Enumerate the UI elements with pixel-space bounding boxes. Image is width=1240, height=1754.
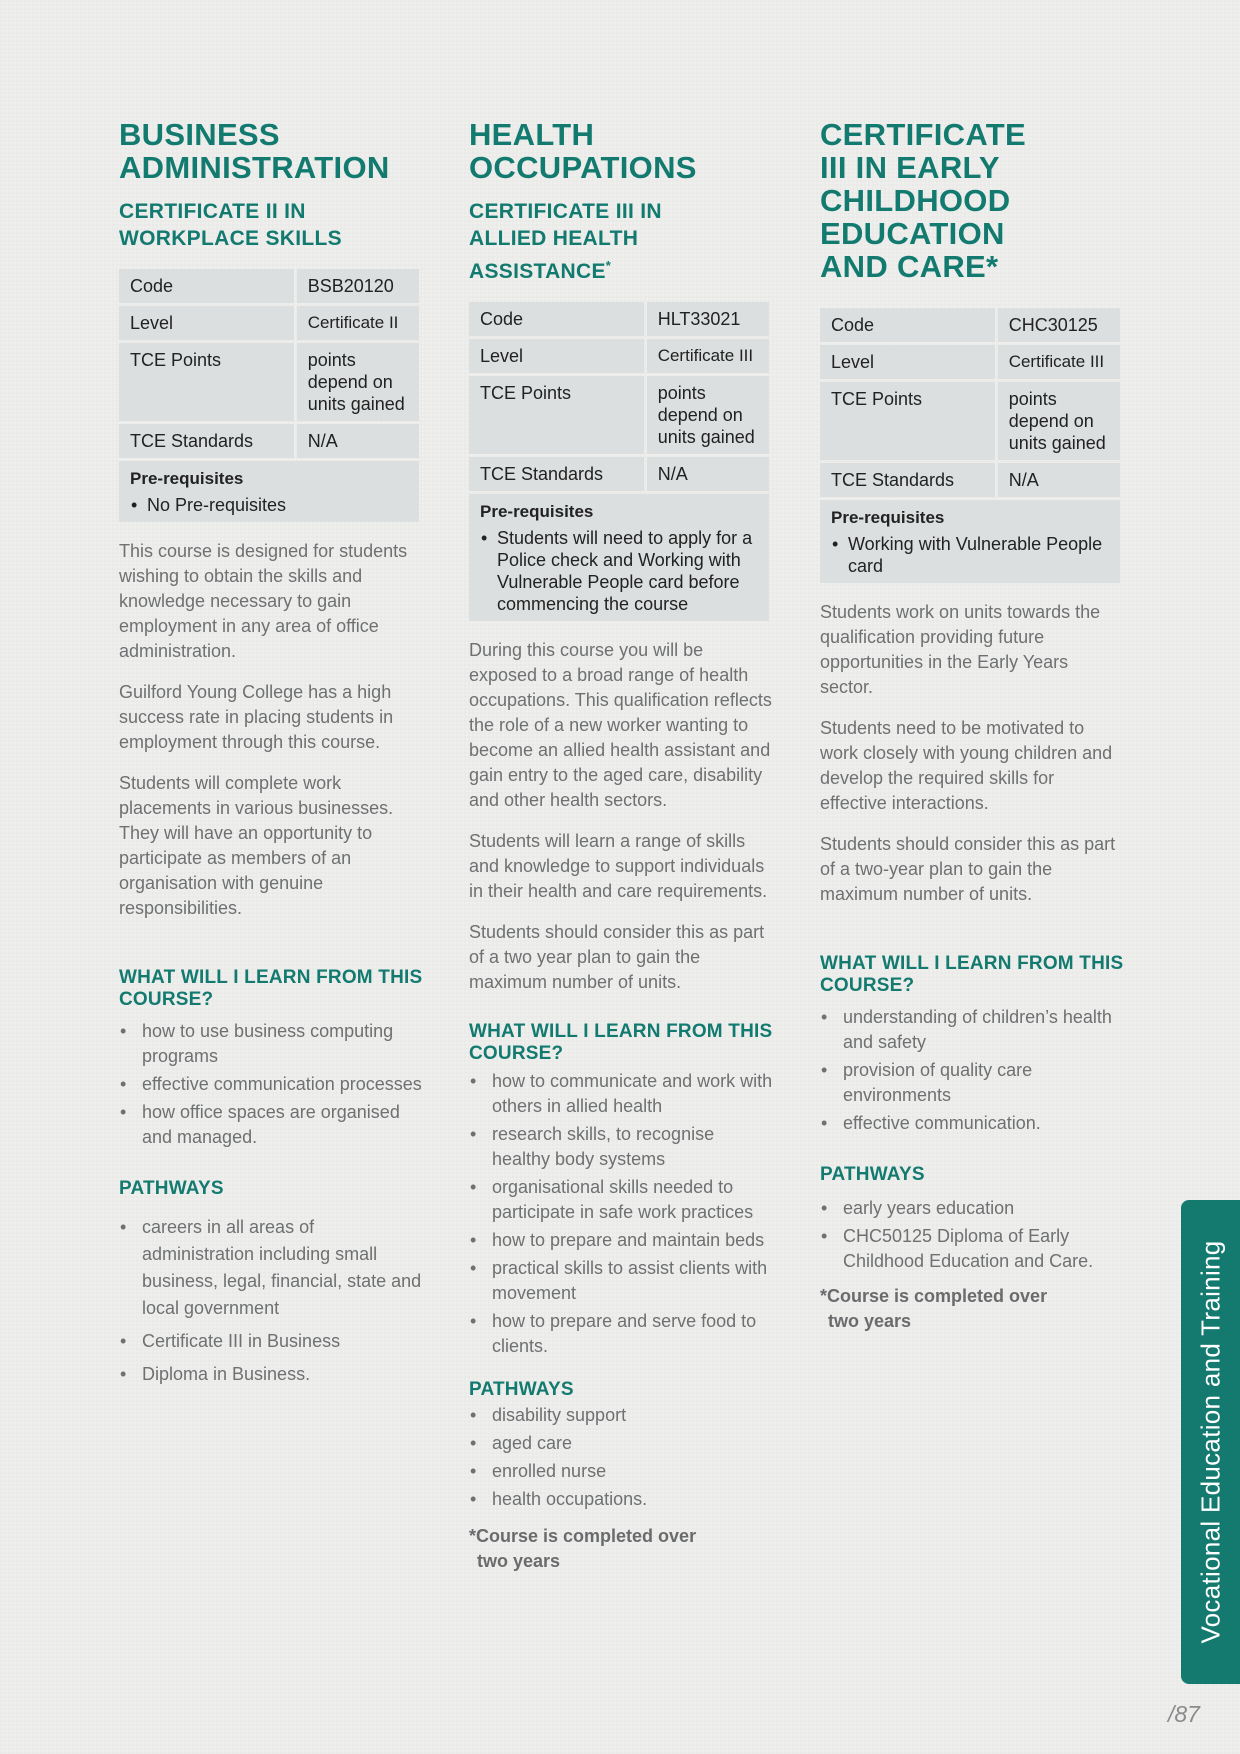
note-line: two years (828, 1311, 912, 1331)
note-line: *Course is completed over (469, 1526, 697, 1546)
tce-standards-label: TCE Standards (469, 457, 644, 491)
learn-item: • how to prepare and maintain beds (469, 1228, 773, 1253)
learn-heading: WHAT WILL I LEARN FROM THIS COURSE? (469, 1021, 773, 1064)
description-paragraph: Students will learn a range of skills and knowledge to support individuals in their health and care requirements. (469, 831, 768, 901)
tce-points-value: points depend on units gained (297, 343, 419, 421)
pathway-item: • careers in all areas of administration including small business, legal, financial, state and local government (119, 1214, 423, 1322)
subtitle-line: CERTIFICATE II IN (119, 200, 306, 223)
learn-item: • understanding of children’s health and safety (820, 1005, 1124, 1055)
pathways-heading: PATHWAYS (469, 1379, 574, 1400)
level-value: Certificate II (297, 306, 419, 340)
subtitle-line: WORKPLACE SKILLS (119, 227, 342, 250)
pathway-item: • enrolled nurse (469, 1459, 773, 1484)
pathway-item: • CHC50125 Diploma of Early Childhood Education and Care. (820, 1224, 1124, 1274)
level-label: Level (820, 345, 995, 379)
prerequisites-cell (820, 500, 1120, 583)
prerequisites-cell (119, 461, 419, 522)
tce-points-value: points depend on units gained (647, 376, 769, 454)
learn-item: • organisational skills needed to participate in safe work practices (469, 1175, 773, 1225)
level-label: Level (469, 339, 644, 373)
code-value: BSB20120 (297, 269, 419, 303)
prerequisites-list (480, 527, 758, 615)
learn-item: • effective communication processes (119, 1072, 423, 1097)
pathway-item: • Certificate III in Business (119, 1328, 423, 1355)
learn-list (119, 1019, 423, 1150)
learn-item: • how to prepare and serve food to clients. (469, 1309, 773, 1359)
tce-standards-label: TCE Standards (119, 424, 294, 458)
level-value: Certificate III (647, 339, 769, 373)
code-value: CHC30125 (998, 308, 1120, 342)
tce-points-value: points depend on units gained (998, 382, 1120, 460)
asterisk-mark: * (605, 258, 612, 273)
description-paragraph: Students will complete work placements in various businesses. They will have an opportunity to participate as members of an organisation with genuine responsibilities. (119, 773, 394, 918)
column-health-occupations (469, 118, 773, 1574)
level-value: Certificate III (998, 345, 1120, 379)
title-line: EDUCATION (820, 216, 1005, 251)
subtitle-line: CERTIFICATE III IN (469, 200, 662, 223)
section-side-tab (1181, 1200, 1240, 1684)
course-title (820, 118, 1124, 283)
tce-points-label: TCE Points (119, 343, 294, 421)
note-line: two years (477, 1551, 561, 1571)
pathway-item: • health occupations. (469, 1487, 773, 1512)
prerequisites-list (130, 494, 408, 516)
title-line: BUSINESS (119, 117, 280, 152)
pathway-item: • early years education (820, 1196, 1124, 1221)
pathways-heading: PATHWAYS (820, 1164, 925, 1185)
pathway-item: • Diploma in Business. (119, 1361, 423, 1388)
description-paragraph: Students should consider this as part of a two year plan to gain the maximum number of units. (469, 922, 765, 992)
learn-item: • how to communicate and work with others in allied health (469, 1069, 773, 1119)
learn-list (820, 1005, 1124, 1136)
course-info-table (817, 305, 1123, 586)
learn-item: • how office spaces are organised and managed. (119, 1100, 423, 1150)
description-paragraph: Guilford Young College has a high success rate in placing students in employment through this course. (119, 682, 394, 752)
title-line: III IN EARLY (820, 150, 1000, 185)
prerequisites-list (831, 533, 1109, 577)
note-line: *Course is completed over (820, 1286, 1048, 1306)
prerequisite-item: • No Pre-requisites (130, 494, 408, 516)
course-info-table (466, 299, 772, 624)
tce-standards-value: N/A (647, 457, 769, 491)
title-line: AND CARE* (820, 249, 999, 284)
description-paragraph: Students need to be motivated to work closely with young children and develop the required skills for effective interactions. (820, 718, 1113, 813)
code-label: Code (119, 269, 294, 303)
pathways-list (820, 1196, 1124, 1274)
learn-heading: WHAT WILL I LEARN FROM THIS COURSE? (820, 953, 1124, 996)
pathway-item: • disability support (469, 1403, 773, 1428)
description-paragraph: Students work on units towards the qualification providing future opportunities in the Early Years sector. (820, 602, 1101, 697)
title-line: CERTIFICATE (820, 117, 1026, 152)
code-label: Code (820, 308, 995, 342)
completion-note (469, 1524, 773, 1574)
level-label: Level (119, 306, 294, 340)
certificate-subtitle (119, 198, 423, 252)
course-title (469, 118, 773, 184)
column-business-administration (119, 118, 423, 1394)
learn-item: • research skills, to recognise healthy body systems (469, 1122, 773, 1172)
learn-item: • effective communication. (820, 1111, 1124, 1136)
tce-standards-label: TCE Standards (820, 463, 995, 497)
course-title (119, 118, 423, 184)
page-number: /87 (1168, 1701, 1200, 1727)
course-info-table (116, 266, 422, 525)
completion-note (820, 1284, 1124, 1334)
learn-item: • how to use business computing programs (119, 1019, 423, 1069)
prerequisites-heading: Pre-requisites (480, 502, 594, 521)
learn-heading: WHAT WILL I LEARN FROM THIS COURSE? (119, 967, 423, 1010)
title-line: CHILDHOOD (820, 183, 1011, 218)
tce-points-label: TCE Points (469, 376, 644, 454)
code-value: HLT33021 (647, 302, 769, 336)
column-early-childhood (820, 118, 1124, 1334)
prerequisite-item: • Students will need to apply for a Police check and Working with Vulnerable People card before commencing the course (480, 527, 758, 615)
prerequisites-cell (469, 494, 769, 621)
certificate-subtitle (469, 198, 773, 285)
code-label: Code (469, 302, 644, 336)
title-line: OCCUPATIONS (469, 150, 697, 185)
title-line: ADMINISTRATION (119, 150, 390, 185)
prerequisites-heading: Pre-requisites (831, 508, 945, 527)
subtitle-line: ASSISTANCE (469, 260, 606, 283)
pathways-list (469, 1403, 773, 1512)
learn-item: • practical skills to assist clients with movement (469, 1256, 773, 1306)
prerequisite-item: • Working with Vulnerable People card (831, 533, 1109, 577)
description-paragraph: During this course you will be exposed to a broad range of health occupations. This qualification reflects the role of a new worker wanting to become an allied health assistant and gain entry to the aged care, disability and other health sectors. (469, 640, 772, 810)
learn-list (469, 1069, 773, 1359)
side-tab-label: Vocational Education and Training (1195, 1240, 1225, 1644)
subtitle-line: ALLIED HEALTH (469, 227, 639, 250)
description-paragraph: Students should consider this as part of a two-year plan to gain the maximum number of units. (820, 834, 1116, 904)
tce-points-label: TCE Points (820, 382, 995, 460)
learn-item: • provision of quality care environments (820, 1058, 1124, 1108)
tce-standards-value: N/A (297, 424, 419, 458)
pathways-heading: PATHWAYS (119, 1178, 224, 1199)
prerequisites-heading: Pre-requisites (130, 469, 244, 488)
description-paragraph: This course is designed for students wishing to obtain the skills and knowledge necessary to gain employment in any area of office administration. (119, 541, 408, 661)
pathway-item: • aged care (469, 1431, 773, 1456)
title-line: HEALTH (469, 117, 595, 152)
pathways-list (119, 1214, 423, 1388)
tce-standards-value: N/A (998, 463, 1120, 497)
